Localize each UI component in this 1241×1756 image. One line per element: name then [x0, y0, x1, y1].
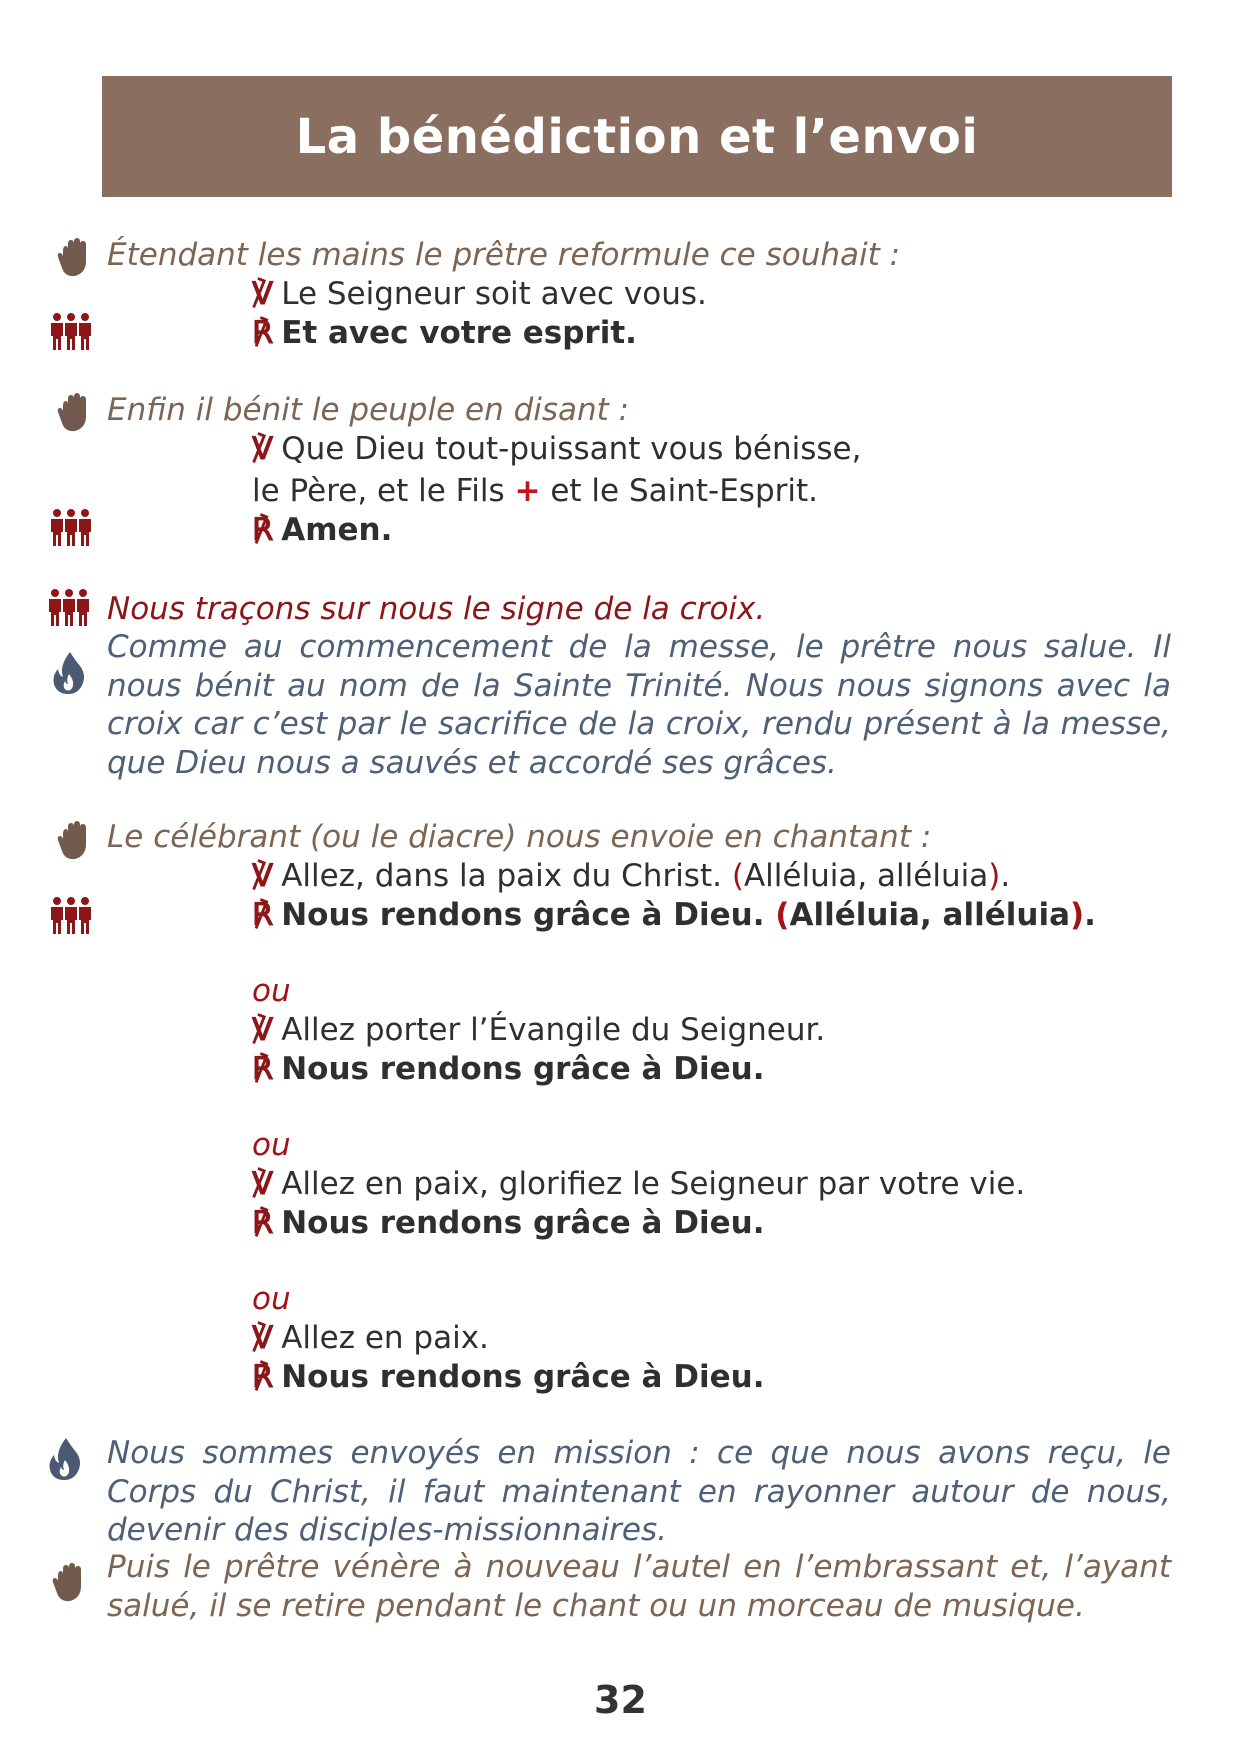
- versicle-line: [252, 430, 861, 468]
- alleluia-text: Alléluia, alléluia: [743, 858, 989, 894]
- response-text: Nous rendons grâce à Dieu.: [281, 897, 765, 933]
- sign-of-cross-mark: +: [514, 473, 541, 509]
- versicle-line: [252, 1319, 489, 1357]
- or-label: ou: [252, 1281, 291, 1317]
- commentary-paragraph: Nous sommes envoyés en mission : ce que nous avons reçu, le Corps du Christ, il faut maintenant en rayonner autour de nous, devenir des disciples-missionnaires.: [107, 1435, 1171, 1548]
- versicle-text: Allez, dans la paix du Christ.: [281, 858, 722, 894]
- response-text: Amen.: [281, 512, 393, 548]
- hand-icon: [49, 1560, 89, 1604]
- versicle-text: Allez en paix, glorifiez le Seigneur par votre vie.: [281, 1166, 1026, 1202]
- versicle-sign: ℣: [252, 858, 274, 894]
- response-line: [252, 511, 392, 549]
- people-rubric: Nous traçons sur nous le signe de la croix.: [107, 591, 766, 627]
- flame-icon: [47, 1436, 83, 1482]
- versicle-text: Le Seigneur soit avec vous.: [281, 276, 707, 312]
- alleluia-text: Alléluia, alléluia: [789, 897, 1070, 933]
- versicle-line: [252, 1011, 825, 1049]
- commentary-paragraph: Comme au commencement de la messe, le prêtre nous salue. Il nous bénit au nom de la Sainte Trinité. Nous nous signons avec la croix car c’est par le sacrifice de la croix, rendu présent à la messe, que Dieu nous a sauvés et accordé ses grâces.: [107, 629, 1171, 781]
- response-text: Nous rendons grâce à Dieu.: [281, 1359, 765, 1395]
- versicle-text: Que Dieu tout-puissant vous bénisse,: [281, 431, 862, 467]
- title-banner: [102, 76, 1172, 197]
- response-sign: ℟: [252, 1205, 274, 1241]
- response-text: Et avec votre esprit.: [281, 315, 637, 351]
- versicle-continuation: [252, 472, 818, 510]
- or-label: ou: [252, 1127, 291, 1163]
- flame-icon: [51, 650, 87, 696]
- rubric-paragraph: Puis le prêtre vénère à nouveau l’autel en l’embrassant et, l’ayant salué, il se retire pendant le chant ou un morceau de musique.: [107, 1549, 1171, 1624]
- versicle-line: [252, 1165, 1025, 1203]
- versicle-sign: ℣: [252, 1012, 274, 1048]
- response-sign: ℟: [252, 897, 274, 933]
- response-line: [252, 1050, 765, 1088]
- or-label: ou: [252, 973, 291, 1009]
- versicle-sign: ℣: [252, 431, 274, 467]
- versicle-sign: ℣: [252, 276, 274, 312]
- response-sign: ℟: [252, 315, 274, 351]
- rubric: Étendant les mains le prêtre reformule ce souhait :: [107, 237, 901, 273]
- people-icon: [47, 588, 91, 628]
- versicle-text: le Père, et le Fils: [252, 473, 505, 509]
- versicle-text: Allez porter l’Évangile du Seigneur.: [281, 1012, 826, 1048]
- response-line: ℟ Nous rendons grâce à Dieu. (Alléluia, alléluia).: [252, 897, 1096, 933]
- response-line: [252, 314, 637, 352]
- versicle-line: [252, 275, 707, 313]
- people-icon: [49, 312, 93, 352]
- rubric: Enfin il bénit le peuple en disant :: [107, 392, 630, 428]
- people-icon: [49, 508, 93, 548]
- response-sign: ℟: [252, 1359, 274, 1395]
- response-line: [252, 1358, 765, 1396]
- page-title: La bénédiction et l’envoi: [295, 108, 979, 165]
- page-number: 32: [594, 1678, 647, 1722]
- versicle-text: et le Saint-Esprit.: [550, 473, 819, 509]
- response-line: [252, 1204, 765, 1242]
- hand-icon: [54, 235, 94, 279]
- hand-icon: [54, 390, 94, 434]
- people-icon: [49, 896, 93, 936]
- rubric: Le célébrant (ou le diacre) nous envoie en chantant :: [107, 819, 932, 855]
- response-text: Nous rendons grâce à Dieu.: [281, 1051, 765, 1087]
- response-sign: ℟: [252, 1051, 274, 1087]
- versicle-sign: ℣: [252, 1166, 274, 1202]
- versicle-sign: ℣: [252, 1320, 274, 1356]
- response-sign: ℟: [252, 512, 274, 548]
- response-text: Nous rendons grâce à Dieu.: [281, 1205, 765, 1241]
- versicle-line: ℣ Allez, dans la paix du Christ. (Alléluia, alléluia).: [252, 858, 1011, 894]
- versicle-text: Allez en paix.: [281, 1320, 489, 1356]
- hand-icon: [54, 818, 94, 862]
